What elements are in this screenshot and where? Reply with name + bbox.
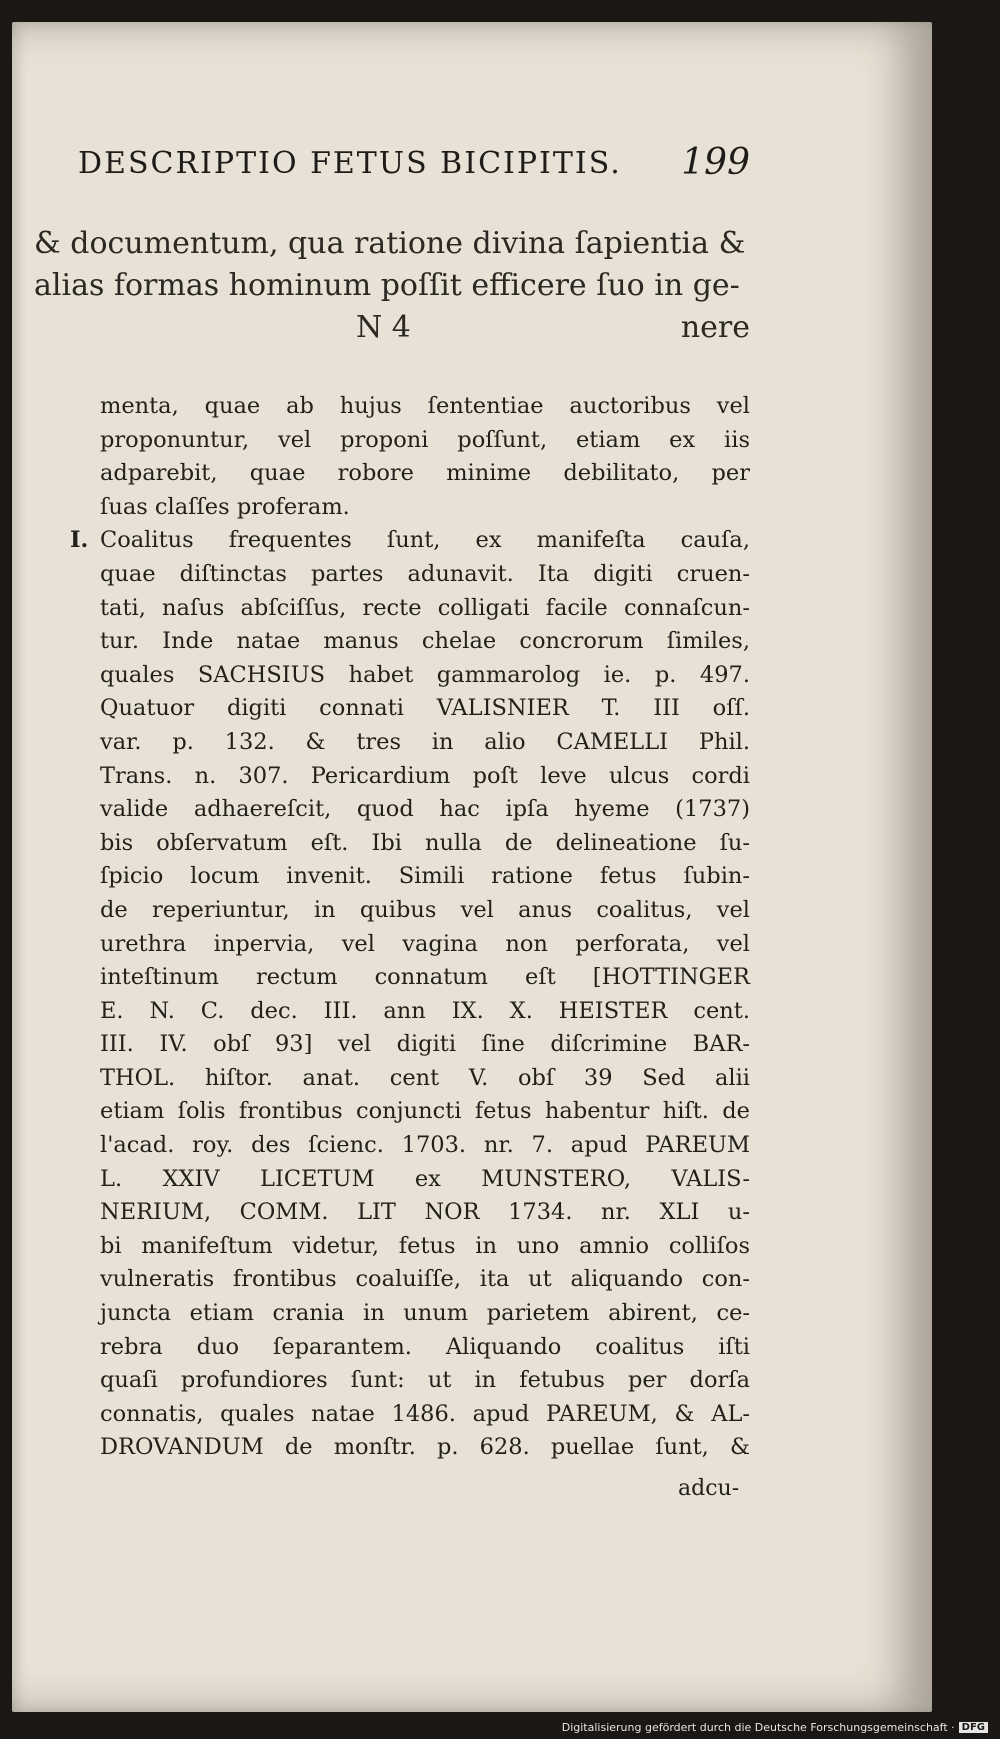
text-line: NERIUM, COMM. LIT NOR 1734. nr. XLI u-: [100, 1199, 750, 1226]
page-number: 199: [681, 142, 750, 183]
text-line: E. N. C. dec. III. ann IX. X. HEISTER cent.: [100, 997, 750, 1024]
text-line: quaſi profundiores ſunt: ut in fetubus per dorſa: [100, 1367, 750, 1394]
text-line: vulneratis frontibus coaluiſſe, ita ut aliquando con-: [100, 1266, 750, 1293]
catchword: adcu-: [678, 1476, 740, 1501]
text-line: inteſtinum rectum connatum eſt [HOTTINGER: [100, 964, 750, 991]
text-line: rebra duo ſeparantem. Aliquando coalitus iſti: [100, 1333, 750, 1360]
text-line: proponuntur, vel proponi poſſunt, etiam ex iis: [100, 426, 750, 453]
text-line: ſpicio locum invenit. Simili ratione fetus ſubin-: [100, 863, 750, 890]
text-line: tur. Inde natae manus chelae concrorum ſimiles,: [100, 628, 750, 655]
text-line: juncta etiam crania in unum parietem abirent, ce-: [100, 1300, 750, 1327]
offset-text-line-2: alias formas hominum poſſit efficere ſuo in ge-: [34, 268, 740, 303]
text-line: tati, naſus abſciſſus, recte colligati facile connaſcun-: [100, 594, 750, 621]
text-line: bis obſervatum eſt. Ibi nulla de delineatione ſu-: [100, 829, 750, 856]
text-line: quae diſtinctas partes adunavit. Ita digiti cruen-: [100, 560, 750, 587]
text-line: connatis, quales natae 1486. apud PAREUM, & AL-: [100, 1400, 750, 1427]
credit-text: Digitalisierung gefördert durch die Deutsche Forschungsgemeinschaft ·: [561, 1720, 955, 1734]
text-line: var. p. 132. & tres in alio CAMELLI Phil.: [100, 728, 750, 755]
running-header: [78, 142, 750, 186]
offset-signature: N 4: [356, 310, 411, 345]
text-line: urethra inpervia, vel vagina non perforata, vel: [100, 930, 750, 957]
body-text: [70, 390, 750, 1465]
text-line: III. IV. obſ 93] vel digiti ſine diſcrimine BAR-: [100, 1031, 750, 1058]
offset-catchword: nere: [680, 310, 750, 345]
digitization-credit: [562, 1717, 988, 1737]
text-line: Coalitus frequentes ſunt, ex manifeſta cauſa,: [100, 527, 750, 554]
text-line: ſuas claſſes proferam.: [100, 493, 350, 520]
text-line: Quatuor digiti connati VALISNIER T. III oſſ.: [100, 695, 750, 722]
text-line: bi manifeſtum videtur, fetus in uno amnio colliſos: [100, 1232, 750, 1259]
text-line: quales SACHSIUS habet gammarolog ie. p. 497.: [100, 661, 750, 688]
section-marker: I.: [70, 527, 89, 554]
text-line: Trans. n. 307. Pericardium poſt leve ulcus cordi: [100, 762, 750, 789]
section-first-line: [70, 524, 750, 558]
running-title: DESCRIPTIO FETUS BICIPITIS.: [78, 146, 622, 181]
text-line: de reperiuntur, in quibus vel anus coalitus, vel: [100, 896, 750, 923]
text-line: l'acad. roy. des ſcienc. 1703. nr. 7. apud PAREUM: [100, 1132, 750, 1159]
text-line: etiam ſolis frontibus conjuncti fetus habentur hiſt. de: [100, 1098, 750, 1125]
offset-text-line-1: & documentum, qua ratione divina ſapientia &: [34, 226, 746, 261]
dfg-logo-icon: DFG: [959, 1722, 988, 1733]
text-line: L. XXIV LICETUM ex MUNSTERO, VALIS-: [100, 1165, 750, 1192]
text-line: valide adhaereſcit, quod hac ipſa hyeme (1737): [100, 796, 750, 823]
text-line: DROVANDUM de monſtr. p. 628. puellae ſunt, &: [100, 1434, 750, 1461]
text-line: menta, quae ab hujus ſententiae auctoribus vel: [100, 393, 750, 419]
text-line: adparebit, quae robore minime debilitato, per: [100, 460, 750, 487]
offset-text-line-3: [34, 310, 750, 350]
text-line: THOL. hiſtor. anat. cent V. obſ 39 Sed alii: [100, 1064, 750, 1091]
